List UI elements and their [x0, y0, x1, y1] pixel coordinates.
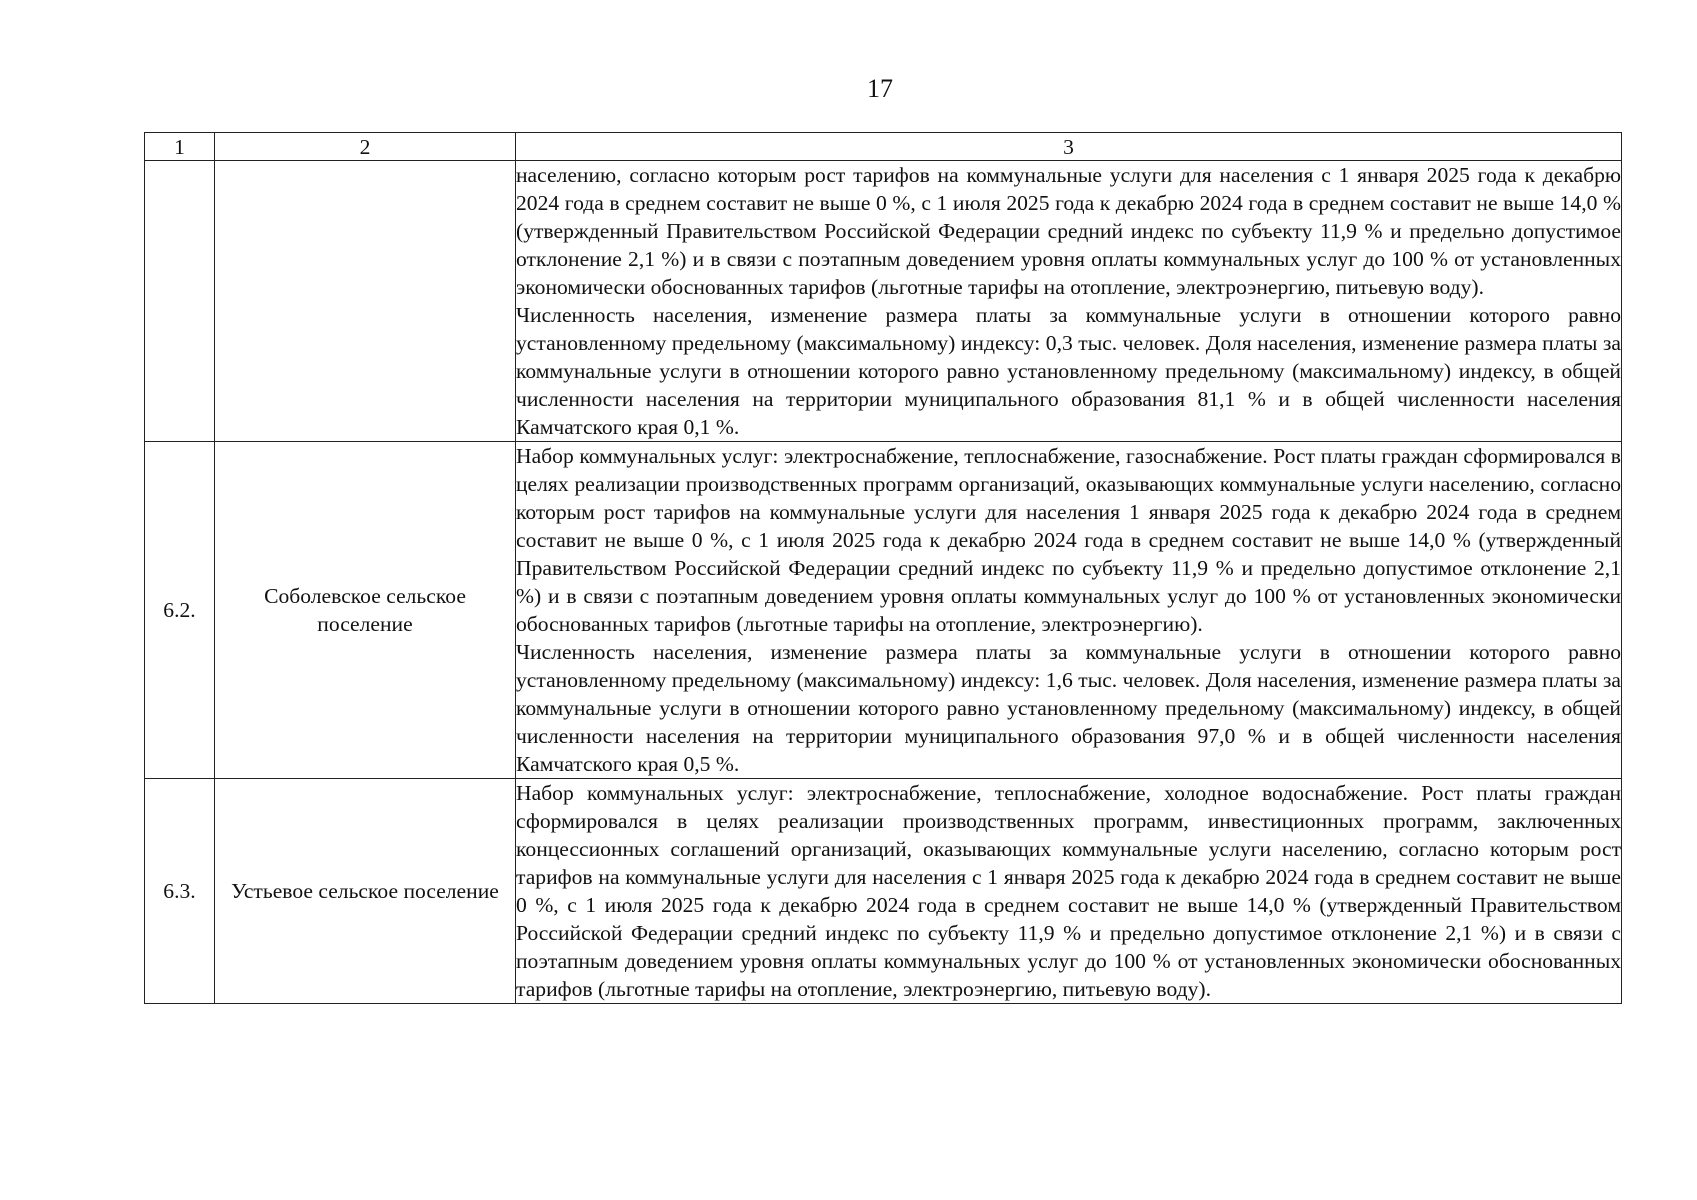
- table-row: [145, 161, 1622, 442]
- column-header-2: 2: [215, 133, 516, 161]
- tariff-table: [144, 132, 1622, 1004]
- description-paragraph: Численность населения, изменение размера платы за коммунальные услуги в отношении которого равно установленному предельному (максимальному) индексу: 1,6 тыс. человек. Доля населения, изменение размера платы за коммунальные услуги в отношении которого равно установленному предельному (максимальному) индексу, в общей численности населения на территории муниципального образования 97,0 % и в общей численности населения Камчатского края 0,5 %.: [516, 640, 1621, 776]
- table-row: [145, 779, 1622, 1004]
- settlement-name-cell: [215, 161, 516, 442]
- page-number: 17: [867, 74, 893, 103]
- table-header-row: [145, 133, 1622, 161]
- description-cell: [516, 779, 1622, 1004]
- row-number-cell: 6.2.: [145, 442, 215, 779]
- column-header-3: 3: [516, 133, 1622, 161]
- row-number-cell: 6.3.: [145, 779, 215, 1004]
- row-number-cell: [145, 161, 215, 442]
- column-header-1: 1: [145, 133, 215, 161]
- table-row: [145, 442, 1622, 779]
- settlement-name-cell: Соболевское сельское поселение: [215, 442, 516, 779]
- description-paragraph: Набор коммунальных услуг: электроснабжение, теплоснабжение, газоснабжение. Рост платы граждан сформировался в целях реализации производственных программ организаций, оказывающих коммунальные услуги населению, согласно которым рост тарифов на коммунальные услуги для населения 1 января 2025 года к декабрю 2024 года в среднем составит не выше 0 %, с 1 июля 2025 года к декабрю 2024 года в среднем составит не выше 14,0 % (утвержденный Правительством Российской Федерации средний индекс по субъекту 11,9 % и предельно допустимое отклонение 2,1 %) и в связи с поэтапным доведением уровня оплаты коммунальных услуг до 100 % от установленных экономически обоснованных тарифов (льготные тарифы на отопление, электроэнергию).: [516, 444, 1621, 636]
- settlement-name-cell: Устьевое сельское поселение: [215, 779, 516, 1004]
- description-cell: [516, 161, 1622, 442]
- description-paragraph: населению, согласно которым рост тарифов на коммунальные услуги для населения с 1 января 2025 года к декабрю 2024 года в среднем составит не выше 0 %, с 1 июля 2025 года к декабрю 2024 года в среднем составит не выше 14,0 % (утвержденный Правительством Российской Федерации средний индекс по субъекту 11,9 % и предельно допустимое отклонение 2,1 %) и в связи с поэтапным доведением уровня оплаты коммунальных услуг до 100 % от установленных экономически обоснованных тарифов (льготные тарифы на отопление, электроэнергию, питьевую воду).: [516, 163, 1621, 299]
- description-paragraph: Численность населения, изменение размера платы за коммунальные услуги в отношении которого равно установленному предельному (максимальному) индексу: 0,3 тыс. человек. Доля населения, изменение размера платы за коммунальные услуги в отношении которого равно установленному предельному (максимальному) индексу, в общей численности населения на территории муниципального образования 81,1 % и в общей численности населения Камчатского края 0,1 %.: [516, 303, 1621, 439]
- description-cell: [516, 442, 1622, 779]
- description-paragraph: Набор коммунальных услуг: электроснабжение, теплоснабжение, холодное водоснабжение. Рост платы граждан сформировался в целях реализации производственных программ, инвестиционных программ, заключенных концессионных соглашений организаций, оказывающих коммунальные услуги населению, согласно которым рост тарифов на коммунальные услуги для населения с 1 января 2025 года к декабрю 2024 года в среднем составит не выше 0 %, с 1 июля 2025 года к декабрю 2024 года в среднем составит не выше 14,0 % (утвержденный Правительством Российской Федерации средний индекс по субъекту 11,9 % и предельно допустимое отклонение 2,1 %) и в связи с поэтапным доведением уровня оплаты коммунальных услуг до 100 % от установленных экономически обоснованных тарифов (льготные тарифы на отопление, электроэнергию, питьевую воду).: [516, 781, 1621, 1001]
